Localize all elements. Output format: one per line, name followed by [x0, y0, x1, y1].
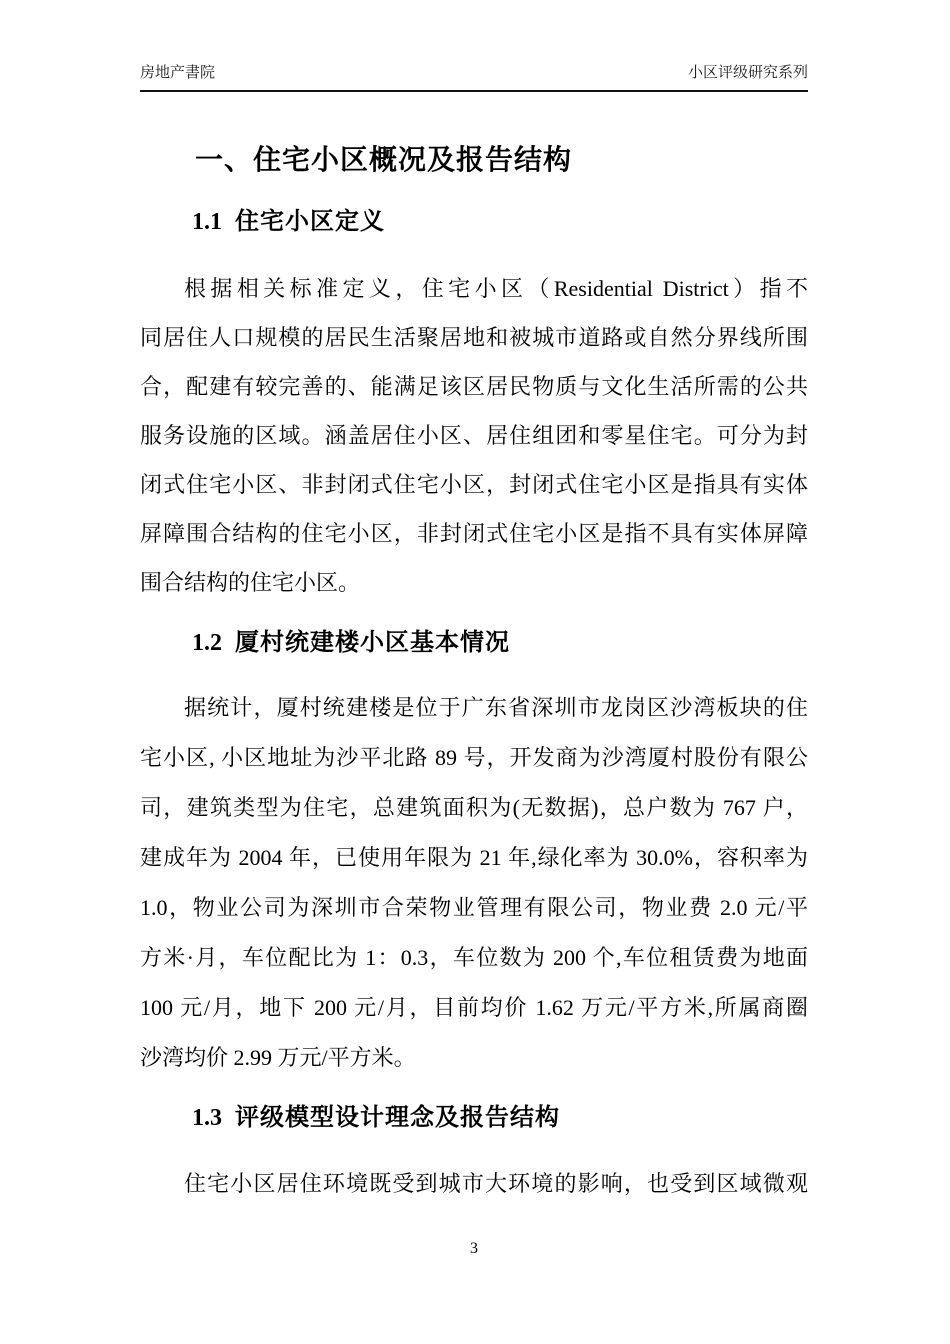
- section-number: 1.1: [192, 209, 222, 235]
- section-label: 厦村统建楼小区基本情况: [235, 630, 510, 656]
- text-line: 方米·月，车位配比为 1：0.3，车位数为 200 个,车位租赁费为地面: [140, 945, 808, 970]
- document-title: 一、住宅小区概况及报告结构: [195, 145, 573, 176]
- section-number: 1.3: [192, 1105, 222, 1131]
- text-line: 根据相关标准定义，住宅小区（Residential District）指不: [184, 276, 808, 301]
- page-number: 3: [470, 1240, 478, 1257]
- section-heading-1-3: [192, 1103, 560, 1133]
- text-line: 司，建筑类型为住宅，总建筑面积为(无数据)，总户数为 767 户，: [140, 795, 808, 820]
- paragraph-1-2: [140, 683, 808, 1083]
- text-line: 服务设施的区域。涵盖居住小区、居住组团和零星住宅。可分为封: [140, 423, 808, 448]
- text-line: 1.0，物业公司为深圳市合荣物业管理有限公司，物业费 2.0 元/平: [140, 895, 808, 920]
- text-line: 围合结构的住宅小区。: [140, 570, 361, 595]
- paragraph-1-3: [140, 1159, 808, 1208]
- text-line: 建成年为 2004 年，已使用年限为 21 年,绿化率为 30.0%，容积率为: [140, 845, 808, 870]
- section-heading-1-2: [192, 628, 510, 658]
- text-line: 合，配建有较完善的、能满足该区居民物质与文化生活所需的公共: [140, 374, 808, 399]
- header-left-text: 房地产書院: [140, 64, 216, 81]
- text-line: 沙湾均价 2.99 万元/平方米。: [140, 1045, 416, 1070]
- section-heading-1-1: [192, 207, 385, 237]
- text-line: 据统计，厦村统建楼是位于广东省深圳市龙岗区沙湾板块的住: [184, 695, 808, 720]
- text-line: 屏障围合结构的住宅小区，非封闭式住宅小区是指不具有实体屏障: [140, 521, 808, 546]
- text-line: 闭式住宅小区、非封闭式住宅小区，封闭式住宅小区是指具有实体: [140, 472, 808, 497]
- text-line: 同居住人口规模的居民生活聚居地和被城市道路或自然分界线所围: [140, 325, 808, 350]
- text-line: 100 元/月，地下 200 元/月，目前均价 1.62 万元/平方米,所属商圈: [140, 995, 808, 1020]
- header-right-text: 小区评级研究系列: [687, 64, 808, 81]
- section-label: 评级模型设计理念及报告结构: [235, 1105, 560, 1131]
- text-line: 宅小区, 小区地址为沙平北路 89 号，开发商为沙湾厦村股份有限公: [140, 745, 808, 770]
- section-label: 住宅小区定义: [235, 209, 385, 235]
- text-line: 住宅小区居住环境既受到城市大环境的影响，也受到区域微观: [184, 1171, 808, 1196]
- paragraph-1-1: [140, 264, 808, 607]
- section-number: 1.2: [192, 630, 222, 656]
- page-header: [140, 63, 808, 92]
